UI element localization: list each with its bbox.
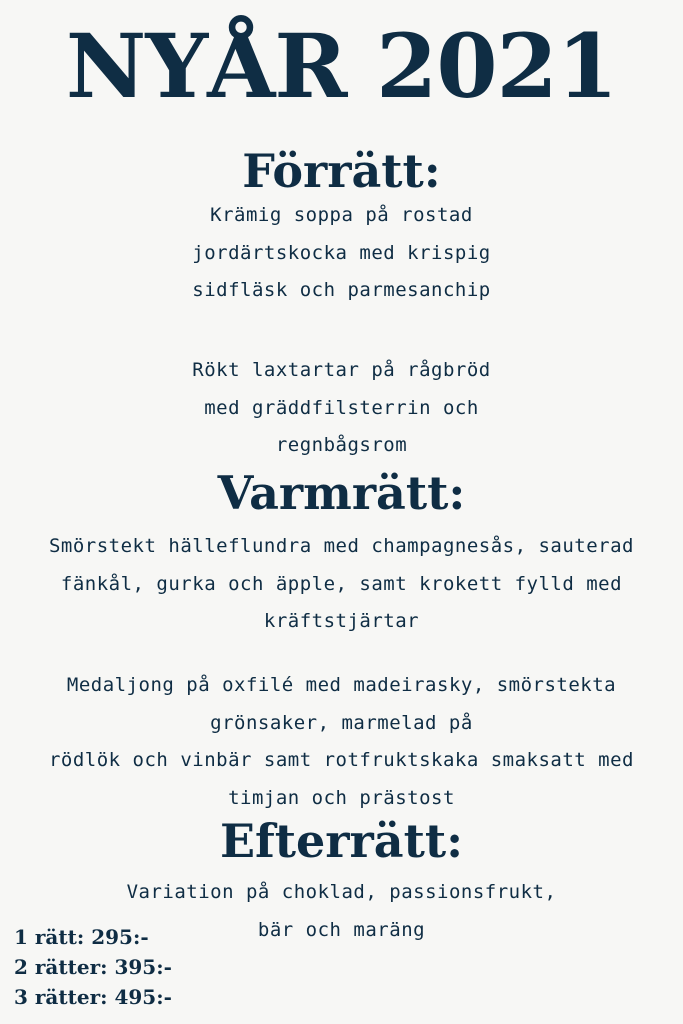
dish-oxfile: Medaljong på oxfilé med madeirasky, smörstekta grönsaker, marmelad på rödlök och vinbär samt rotfruktskaka smaksatt med timjan och prästost — [48, 674, 634, 809]
dish-halleflundra: Smörstekt hälleflundra med champagnesås, sauterad fänkål, gurka och äpple, samt krokett fylld med kräftstjärtar — [48, 535, 634, 632]
price-three-courses: 3 rätter: 495:- — [14, 985, 172, 1009]
heading-forratt: Förrätt: — [242, 144, 441, 198]
price-two-courses: 2 rätter: 395:- — [14, 955, 172, 979]
dish-soup: Krämig soppa på rostad jordärtskocka med krispig sidfläsk och parmesanchip — [192, 204, 491, 301]
menu-title: NYÅR 2021 — [65, 14, 618, 118]
price-list — [14, 922, 172, 1012]
price-one-course: 1 rätt: 295:- — [14, 925, 149, 949]
dish-choklad: Variation på choklad, passionsfrukt, bär och maräng — [126, 881, 557, 941]
dish-laxtartar: Rökt laxtartar på rågbröd med gräddfilsterrin och regnbågsrom — [192, 359, 491, 456]
heading-varmratt: Varmrätt: — [217, 466, 466, 520]
heading-efterratt: Efterrätt: — [219, 814, 464, 868]
